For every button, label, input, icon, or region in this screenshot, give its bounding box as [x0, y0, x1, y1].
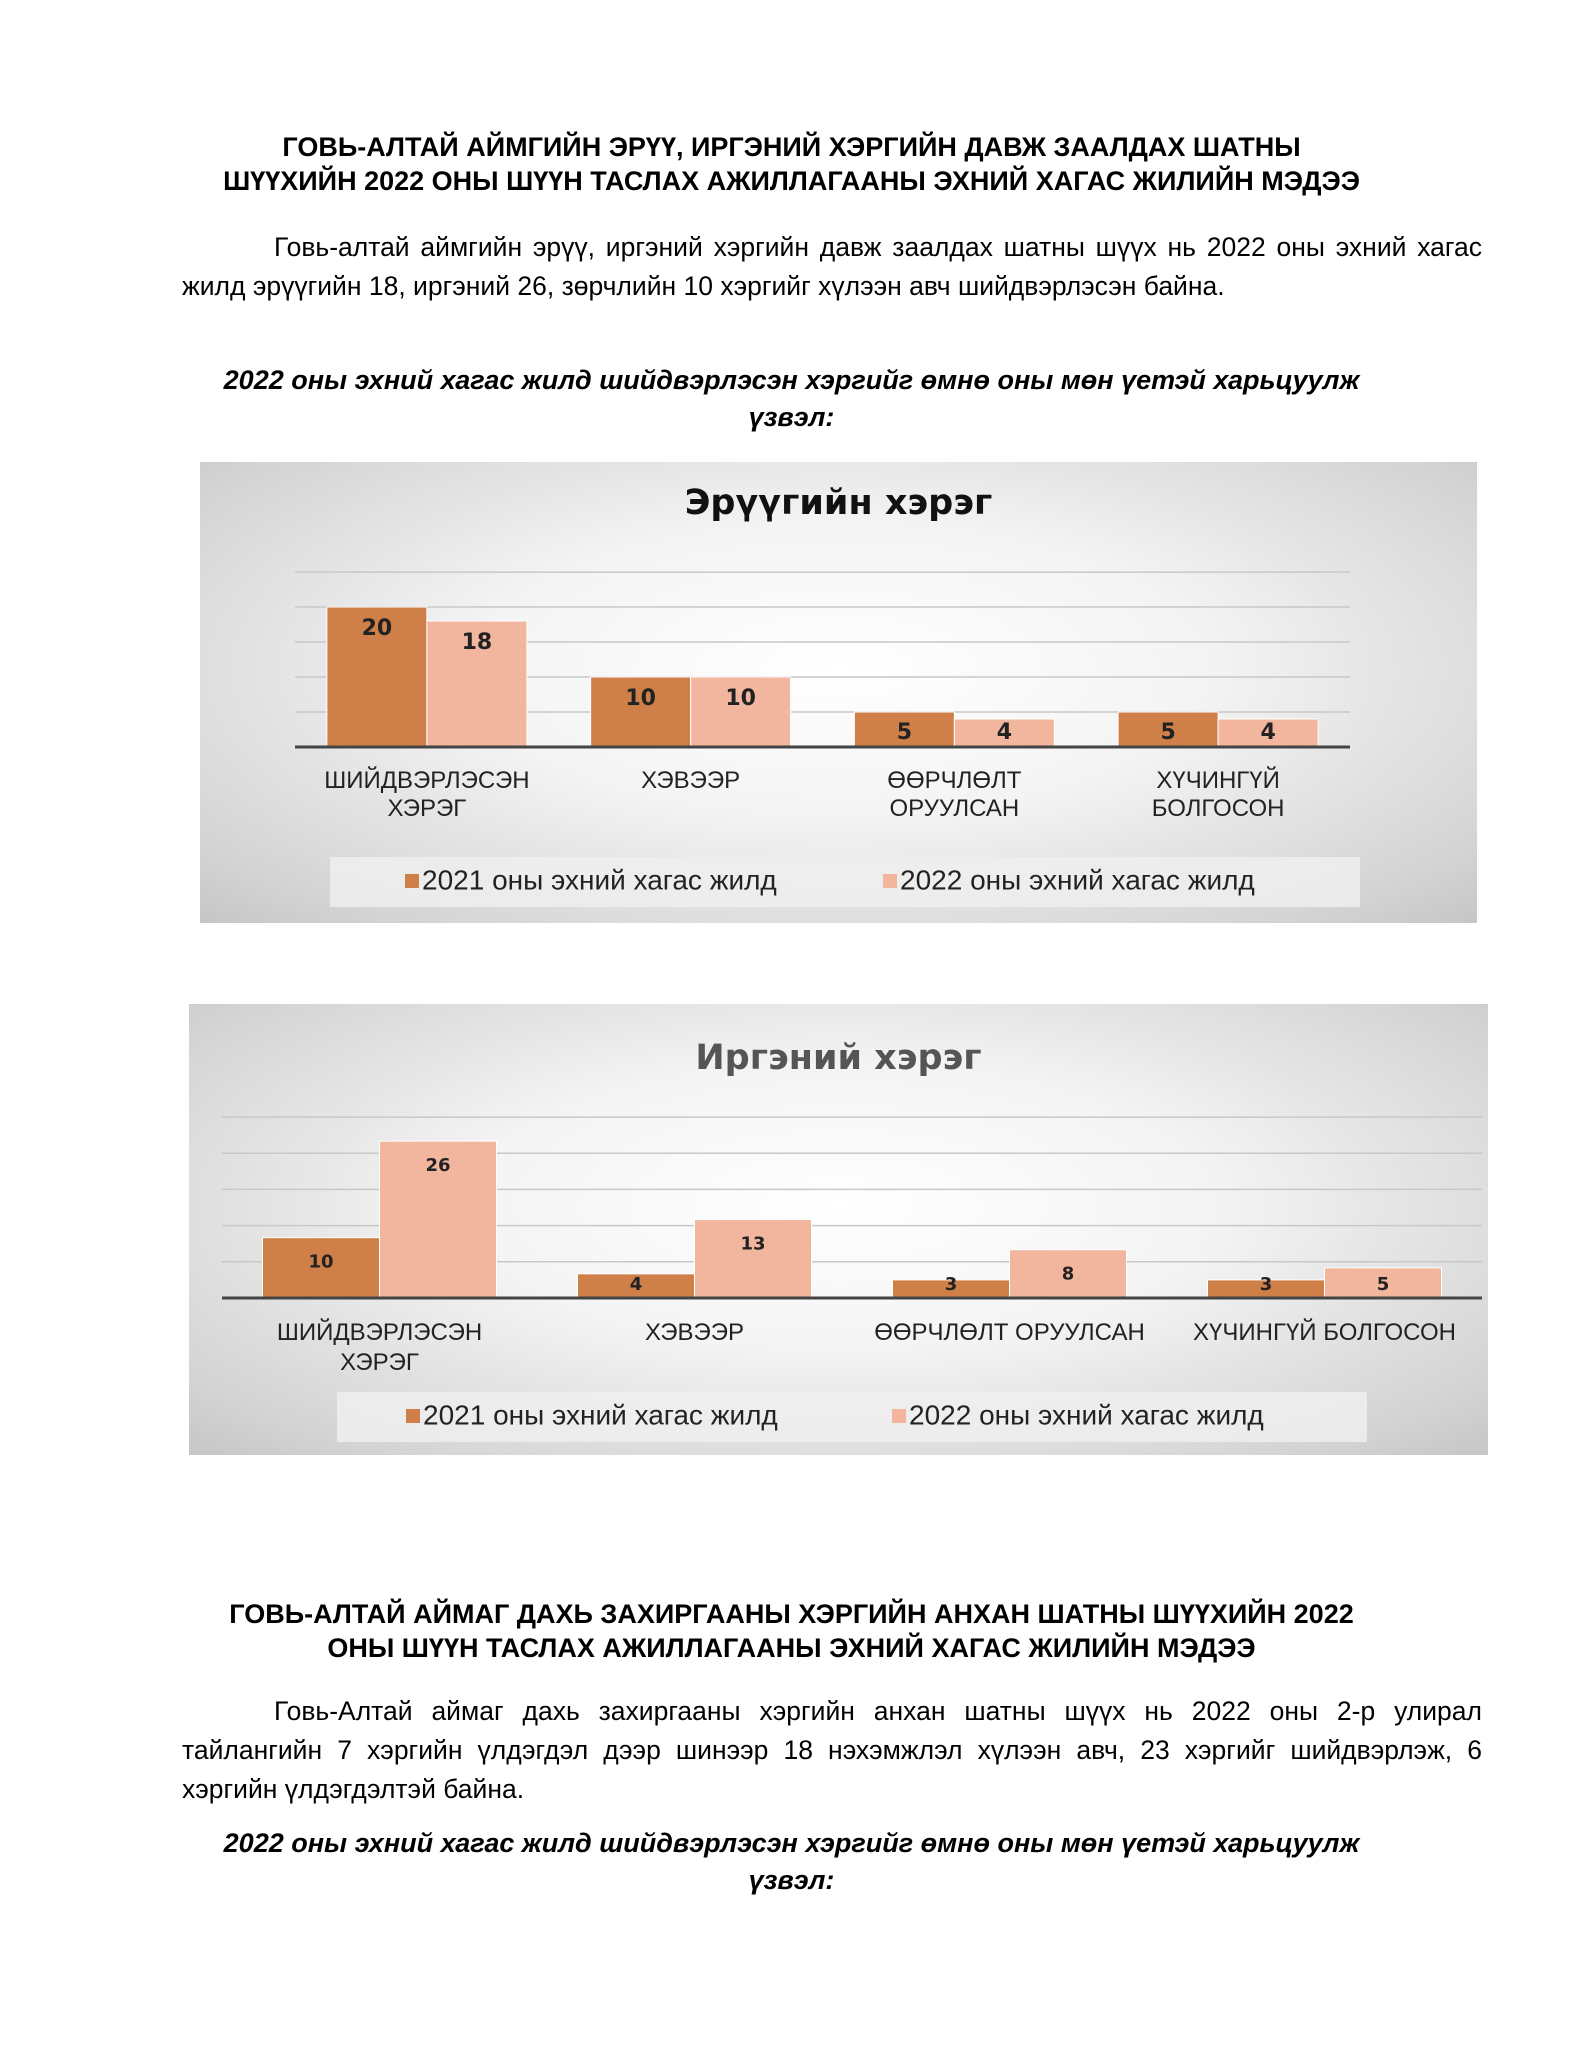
section2-subheading-line1: 2022 оны эхний хагас жилд шийдвэрлэсэн хэргийг өмнө оны мөн үетэй харьцуулж [223, 1828, 1360, 1858]
section1-heading-line2: ШҮҮХИЙН 2022 ОНЫ ШҮҮН ТАСЛАХ АЖИЛЛАГААНЫ ЭХНИЙ ХАГАС ЖИЛИЙН МЭДЭЭ [223, 166, 1360, 196]
data-label: 4 [996, 720, 1013, 745]
legend-swatch [405, 874, 419, 888]
legend-swatch [406, 1409, 420, 1423]
category-label: ӨӨРЧЛӨЛТ [887, 767, 1022, 794]
section2-paragraph [182, 1692, 1482, 1809]
legend-swatch [892, 1409, 906, 1423]
legend-swatch [883, 874, 897, 888]
section1-paragraph-text: Говь-алтай аймгийн эрүү, иргэний хэргийн давж заалдах шатны шүүх нь 2022 оны эхний хагас жилд эрүүгийн 18, иргэний 26, зөрчлийн 10 хэргийг хүлээн авч шийдвэрлэсэн байна. [182, 232, 1482, 301]
category-label: БОЛГОСОН [1151, 795, 1285, 822]
bar [695, 1220, 812, 1298]
section2-paragraph-text: Говь-Алтай аймаг дахь захиргааны хэргийн анхан шатны шүүх нь 2022 оны 2-р улирал тайлангийн 7 хэргийн үлдэгдэл дээр шинээр 18 нэхэмжлэл хүлээн авч, 23 хэргийг шийдвэрлэж, 6 хэргийн үлдэгдэлтэй байна. [182, 1696, 1482, 1804]
civil-cases-chart [189, 1004, 1488, 1455]
section2-heading [150, 1597, 1433, 1665]
category-label: ХҮЧИНГҮЙ БОЛГОСОН [1193, 1319, 1456, 1346]
criminal-cases-chart [200, 462, 1477, 923]
category-label: ХЭРЭГ [340, 1349, 419, 1376]
chart-title: Иргэний хэрэг [695, 1038, 982, 1078]
category-label: ӨӨРЧЛӨЛТ ОРУУЛСАН [874, 1319, 1145, 1346]
data-label: 10 [625, 686, 656, 711]
chart-title: Эрүүгийн хэрэг [684, 483, 993, 523]
section1-subheading [150, 362, 1433, 436]
section2-subheading-line2: үзвэл: [748, 1865, 835, 1895]
data-label: 10 [725, 686, 756, 711]
legend-label: 2021 оны эхний хагас жилд [423, 1399, 778, 1431]
category-label: ХЭВЭЭР [645, 1319, 744, 1346]
data-label: 20 [361, 616, 393, 641]
section1-subheading-line2: үзвэл: [748, 402, 835, 432]
category-label: ХЭВЭЭР [641, 767, 741, 794]
category-label: ХҮЧИНГҮЙ [1156, 767, 1280, 794]
data-label: 13 [740, 1233, 766, 1255]
category-label: ХЭРЭГ [387, 795, 467, 822]
legend-label: 2022 оны эхний хагас жилд [900, 864, 1255, 896]
data-label: 5 [896, 720, 913, 745]
section2-heading-line1: ГОВЬ-АЛТАЙ АЙМАГ ДАХЬ ЗАХИРГААНЫ ХЭРГИЙН АНХАН ШАТНЫ ШҮҮХИЙН 2022 [229, 1599, 1354, 1629]
section1-paragraph [182, 228, 1482, 306]
legend-label: 2021 оны эхний хагас жилд [422, 864, 777, 896]
data-label: 8 [1061, 1263, 1075, 1285]
criminal-cases-chart-svg [200, 462, 1477, 923]
data-label: 3 [1259, 1274, 1273, 1295]
data-label: 4 [1260, 720, 1276, 745]
data-label: 3 [944, 1274, 958, 1295]
data-label: 26 [425, 1155, 451, 1177]
data-label: 5 [1160, 720, 1176, 745]
data-label: 4 [629, 1274, 643, 1295]
category-label: ШИЙДВЭРЛЭСЭН [276, 1319, 483, 1346]
section1-heading-line1: ГОВЬ-АЛТАЙ АЙМГИЙН ЭРҮҮ, ИРГЭНИЙ ХЭРГИЙН ДАВЖ ЗААЛДАХ ШАТНЫ [282, 132, 1301, 162]
section1-heading [150, 130, 1433, 198]
section2-subheading [150, 1825, 1433, 1899]
data-label: 10 [308, 1251, 334, 1273]
section1-subheading-line1: 2022 оны эхний хагас жилд шийдвэрлэсэн хэргийг өмнө оны мөн үетэй харьцуулж [223, 365, 1360, 395]
section2-heading-line2: ОНЫ ШҮҮН ТАСЛАХ АЖИЛЛАГААНЫ ЭХНИЙ ХАГАС ЖИЛИЙН МЭДЭЭ [327, 1633, 1256, 1663]
legend-label: 2022 оны эхний хагас жилд [909, 1399, 1264, 1431]
data-label: 5 [1376, 1274, 1390, 1295]
civil-cases-chart-svg [189, 1004, 1488, 1455]
data-label: 18 [461, 630, 493, 655]
category-label: ШИЙДВЭРЛЭСЭН [324, 767, 530, 794]
category-label: ОРУУЛСАН [889, 795, 1020, 822]
